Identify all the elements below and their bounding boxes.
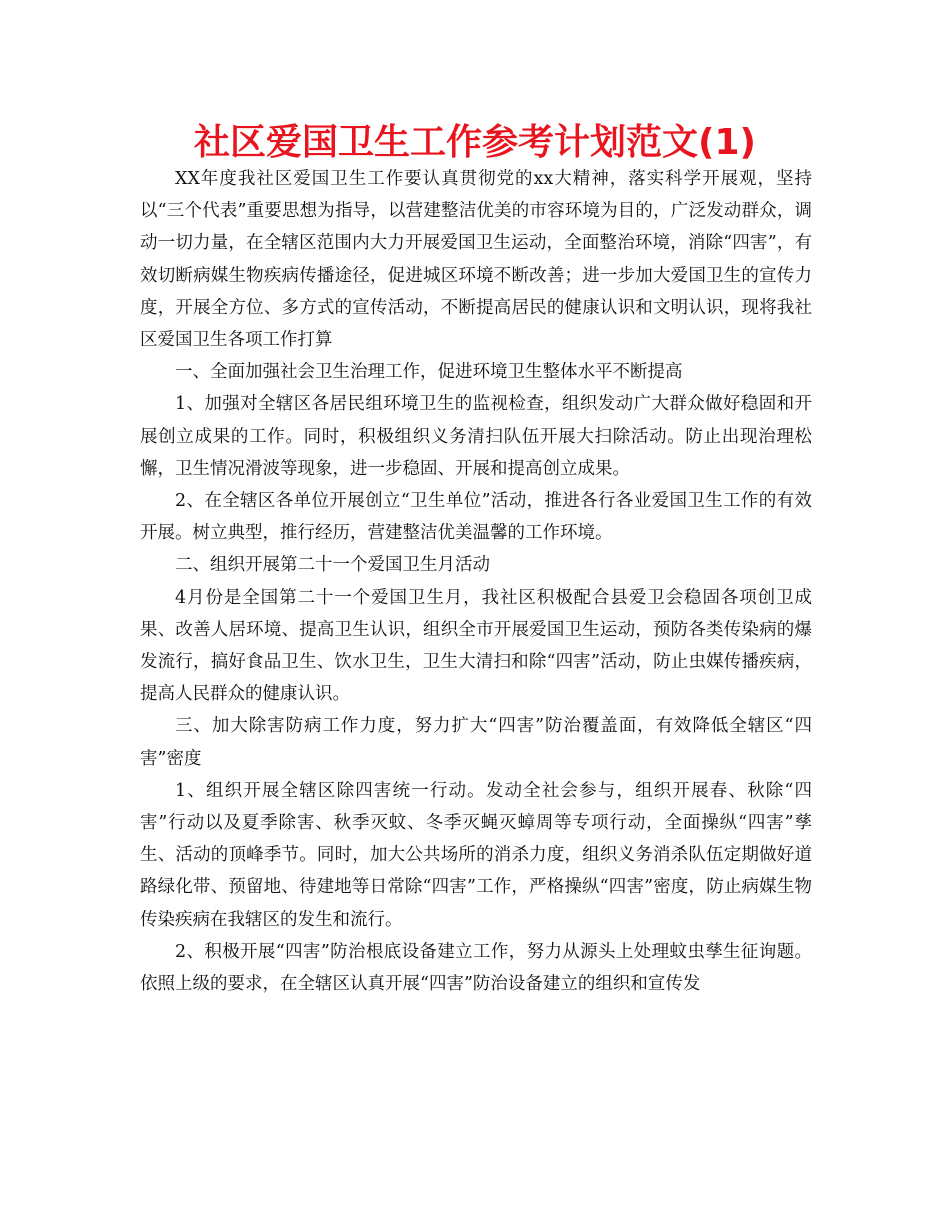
section-heading-2: 二、组织开展第二十一个爱国卫生月活动 (175, 555, 490, 576)
document-title: 社区爱国卫生工作参考计划范文(1) (194, 122, 756, 163)
document-body (140, 163, 812, 1000)
section-heading-1: 一、全面加强社会卫生治理工作，促进环境卫生整体水平不断提高 (175, 362, 683, 383)
paragraph-1-2: 2、在全辖区各单位开展创立“卫生单位”活动，推进各行各业爱国卫生工作的有效开展。树立典型，推行经历，营建整洁优美温馨的工作环境。 (140, 491, 812, 544)
section-heading-3: 三、加大除害防病工作力度，努力扩大“四害”防治覆盖面，有效降低全辖区“四害”密度 (140, 716, 812, 769)
paragraph-intro: XX年度我社区爱国卫生工作要认真贯彻党的xx大精神，落实科学开展观，坚持以“三个代表”重要思想为指导，以营建整洁优美的市容环境为目的，广泛发动群众，调动一切力量，在全辖区范围内大力开展爱国卫生运动，全面整治环境，消除“四害”，有效切断病媒生物疾病传播途径，促进城区环境不断改善；进一步加大爱国卫生的宣传力度，开展全方位、多方式的宣传活动，不断提高居民的健康认识和文明认识，现将我社区爱国卫生各项工作打算 (140, 169, 812, 351)
paragraph-1-1: 1、加强对全辖区各居民组环境卫生的监视检查，组织发动广大群众做好稳固和开展创立成果的工作。同时，积极组织义务清扫队伍开展大扫除活动。防止出现治理松懈，卫生情况滑波等现象，进一步稳固、开展和提高创立成果。 (140, 394, 812, 479)
paragraph-2: 4月份是全国第二十一个爱国卫生月，我社区积极配合县爱卫会稳固各项创卫成果、改善人居环境、提高卫生认识，组织全市开展爱国卫生运动，预防各类传染病的爆发流行，搞好食品卫生、饮水卫生，卫生大清扫和除“四害”活动，防止虫媒传播疾病，提高人民群众的健康认识。 (140, 587, 812, 705)
paragraph-3-1: 1、组织开展全辖区除四害统一行动。发动全社会参与，组织开展春、秋除“四害”行动以及夏季除害、秋季灭蚊、冬季灭蝇灭蟑周等专项行动，全面操纵“四害”孳生、活动的顶峰季节。同时，加大公共场所的消杀力度，组织义务消杀队伍定期做好道路绿化带、预留地、待建地等日常除“四害”工作，严格操纵“四害”密度，防止病媒生物传染疾病在我辖区的发生和流行。 (140, 780, 812, 930)
paragraph-3-2: 2、积极开展“四害”防治根底设备建立工作，努力从源头上处理蚊虫孳生征询题。依照上级的要求，在全辖区认真开展“四害”防治设备建立的组织和宣传发 (140, 941, 812, 995)
